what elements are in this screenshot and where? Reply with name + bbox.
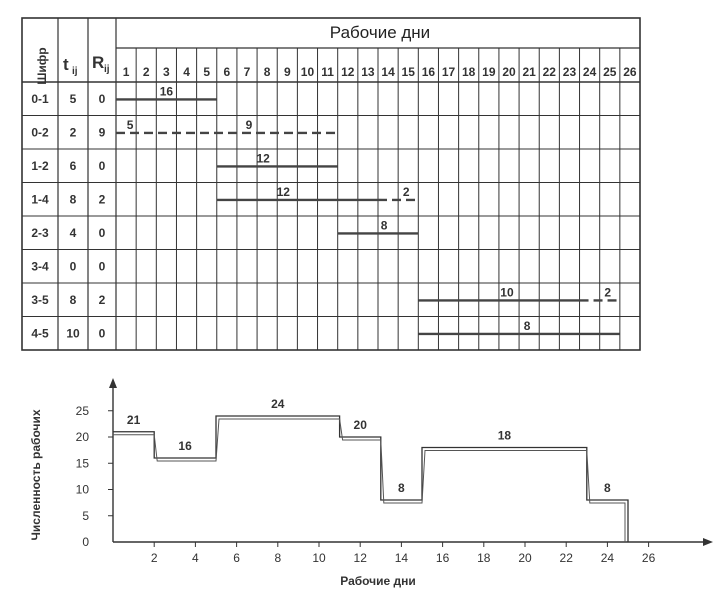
day-label: 14 [381,65,395,79]
gantt-bar-label: 8 [380,218,388,233]
x-tick-label: 22 [559,551,573,565]
gantt-bar-label: 12 [256,151,270,166]
day-label: 18 [462,65,476,79]
day-label: 15 [401,65,415,79]
day-label: 13 [361,65,375,79]
row-code: 1-2 [31,158,49,173]
day-label: 12 [341,65,355,79]
y-tick-label: 20 [75,430,89,444]
y-tick-label: 0 [82,535,89,549]
day-label: 3 [163,65,170,79]
row-code: 0-2 [31,125,49,140]
day-label: 5 [203,65,211,79]
day-label: 25 [603,65,617,79]
row-reserve: 2 [98,192,106,207]
step-value-label: 20 [353,418,367,432]
row-duration: 5 [69,91,77,106]
x-tick-label: 18 [477,551,491,565]
x-axis-arrow [703,538,713,546]
day-label: 8 [263,65,271,79]
duration-column-header: t [63,55,69,74]
x-tick-label: 6 [233,551,240,565]
day-label: 20 [502,65,516,79]
row-code: 1-4 [31,192,49,207]
row-reserve: 9 [98,125,106,140]
row-duration: 6 [69,158,77,173]
y-tick-label: 25 [75,403,89,418]
step-value-label: 16 [178,439,192,453]
day-label: 1 [122,65,130,79]
gantt-bar-label: 12 [276,184,290,199]
day-label: 21 [522,65,536,79]
day-label: 26 [623,65,637,79]
row-duration: 0 [69,259,77,274]
day-label: 16 [421,65,436,79]
x-tick-label: 16 [435,551,450,565]
day-label: 23 [562,65,577,79]
row-code: 2-3 [31,225,49,240]
code-column-header: Шифр [35,47,49,85]
gantt-bar-label: 5 [126,117,134,132]
x-tick-label: 10 [312,551,326,565]
row-reserve: 0 [98,225,106,240]
day-label: 24 [582,65,597,79]
row-reserve: 0 [98,91,106,106]
chart-steps [113,397,628,542]
row-code: 0-1 [31,91,49,106]
x-tick-label: 12 [353,551,367,565]
gantt-bar-label: 10 [500,285,514,300]
day-label: 11 [321,65,334,79]
x-tick-label: 20 [518,551,532,565]
step-value-label: 8 [604,481,611,495]
days-header-title: Рабочие дни [329,23,431,42]
day-label: 17 [441,65,456,79]
day-label: 4 [183,65,190,79]
x-tick-label: 2 [150,551,158,565]
row-duration: 4 [69,225,77,240]
y-tick-label: 15 [75,456,89,471]
duration-column-subscript: ij [72,66,78,77]
y-axis-label: Численность рабочих [29,409,43,541]
day-label: 7 [243,65,251,79]
x-tick-label: 24 [600,551,615,565]
row-reserve: 0 [98,259,106,274]
row-reserve: 0 [98,158,106,173]
day-label: 22 [542,65,556,79]
x-tick-label: 8 [274,551,282,565]
gantt-bar-label: 2 [402,184,410,199]
row-reserve: 0 [98,326,106,341]
row-code: 3-4 [31,259,49,274]
row-duration: 8 [69,192,77,207]
reserve-column-subscript: ij [104,64,110,75]
day-label: 10 [300,65,315,79]
y-axis-arrow [109,378,117,388]
step-value-label: 21 [126,412,141,427]
x-tick-label: 4 [192,551,199,565]
gantt-bar-label: 9 [245,117,253,132]
row-duration: 8 [69,292,77,307]
workforce-chart [0,360,719,600]
step-value-label: 8 [398,481,405,495]
gantt-bar-label: 8 [523,318,531,333]
day-label: 19 [482,65,496,79]
chart-axes [109,378,713,546]
x-tick-label: 14 [394,551,409,565]
y-tick-label: 10 [75,482,89,497]
row-reserve: 2 [98,292,106,307]
x-tick-label: 26 [641,551,656,565]
step-value-label: 24 [271,397,285,411]
step-value-label: 18 [497,428,512,443]
day-label: 9 [283,65,291,79]
row-code: 3-5 [31,292,49,307]
row-code: 4-5 [31,326,49,341]
gantt-bar-label: 16 [159,84,174,99]
day-label: 6 [223,65,231,79]
gantt-bars [116,84,620,334]
x-axis-label: Рабочие дни [340,574,416,588]
row-duration: 2 [69,125,77,140]
day-label: 2 [142,65,150,79]
workforce-step-line [113,416,628,542]
reserve-column-header: R [92,53,105,72]
row-duration: 10 [66,326,80,341]
y-tick-label: 5 [82,508,89,523]
gantt-bar-label: 2 [604,285,612,300]
